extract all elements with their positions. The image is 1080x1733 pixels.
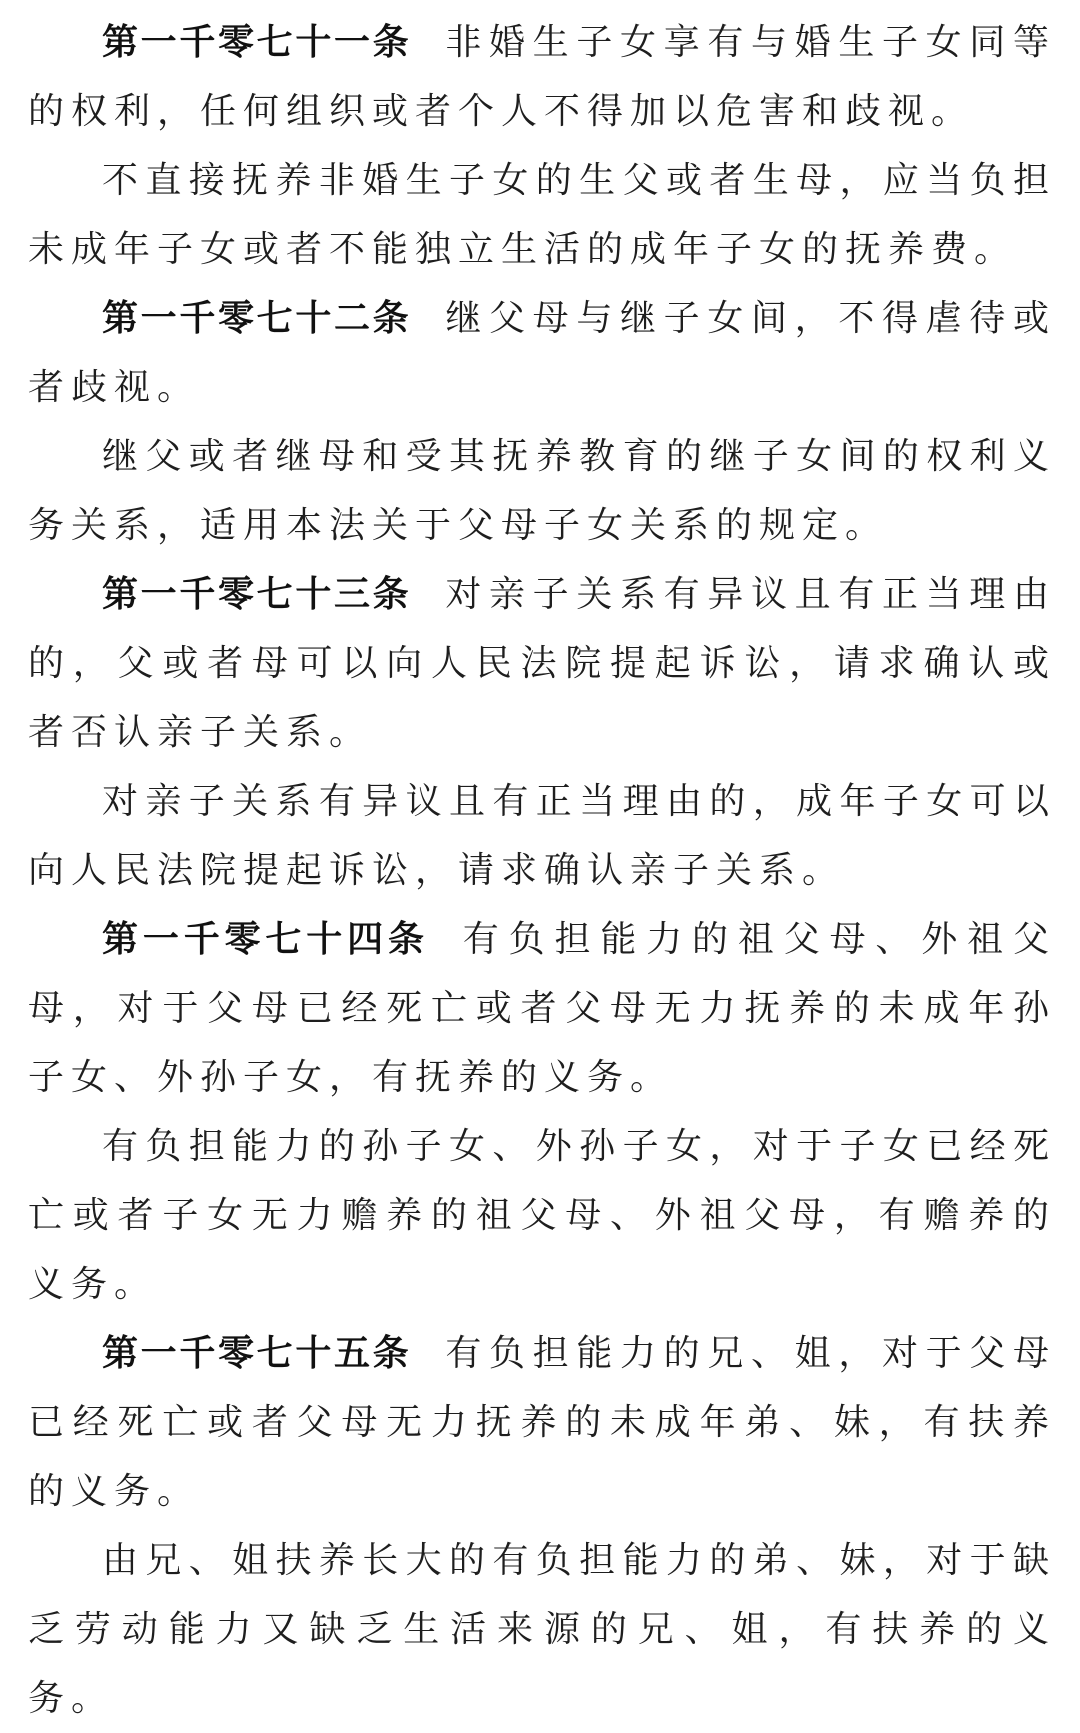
article-1074-text-2: 有负担能力的孙子女、外孙子女，对于子女已经死亡或者子女无力赡养的祖父母、外祖父母，有赡养的义务。	[28, 1126, 1056, 1305]
article-1075-paragraph-1	[28, 1319, 1056, 1526]
article-1075-heading: 第一千零七十五条	[102, 1333, 412, 1374]
article-1073-paragraph-1	[28, 560, 1056, 767]
article-1075-text-1: 有负担能力的兄、姐，对于父母已经死亡或者父母无力抚养的未成年弟、妹，有扶养的义务。	[28, 1333, 1056, 1512]
article-1072-text-1: 继父母与继子女间，不得虐待或者歧视。	[28, 298, 1056, 408]
article-1071-text-2: 不直接抚养非婚生子女的生父或者生母，应当负担未成年子女或者不能独立生活的成年子女的抚养费。	[28, 160, 1056, 270]
article-1073-heading: 第一千零七十三条	[102, 574, 412, 615]
article-1071-heading: 第一千零七十一条	[102, 22, 412, 63]
article-1074-text-1: 有负担能力的祖父母、外祖父母，对于父母已经死亡或者父母无力抚养的未成年孙子女、外孙子女，有抚养的义务。	[28, 919, 1056, 1098]
article-1072-heading: 第一千零七十二条	[102, 298, 412, 339]
article-1075-paragraph-2	[28, 1526, 1056, 1733]
document-page	[28, 8, 1056, 1733]
article-1075-text-2: 由兄、姐扶养长大的有负担能力的弟、妹，对于缺乏劳动能力又缺乏生活来源的兄、姐，有扶养的义务。	[28, 1540, 1056, 1719]
article-1072-paragraph-2	[28, 422, 1056, 560]
article-1074-paragraph-1	[28, 905, 1056, 1112]
article-1072-text-2: 继父或者继母和受其抚养教育的继子女间的权利义务关系，适用本法关于父母子女关系的规定。	[28, 436, 1056, 546]
article-1074-paragraph-2	[28, 1112, 1056, 1319]
article-1071-paragraph-2	[28, 146, 1056, 284]
article-1071-text-1: 非婚生子女享有与婚生子女同等的权利，任何组织或者个人不得加以危害和歧视。	[28, 22, 1056, 132]
article-1072-paragraph-1	[28, 284, 1056, 422]
article-1073-text-1: 对亲子关系有异议且有正当理由的，父或者母可以向人民法院提起诉讼，请求确认或者否认亲子关系。	[28, 574, 1056, 753]
article-1074-heading: 第一千零七十四条	[102, 919, 429, 960]
article-1071-paragraph-1	[28, 8, 1056, 146]
article-1073-paragraph-2	[28, 767, 1056, 905]
article-1073-text-2: 对亲子关系有异议且有正当理由的，成年子女可以向人民法院提起诉讼，请求确认亲子关系。	[28, 781, 1056, 891]
